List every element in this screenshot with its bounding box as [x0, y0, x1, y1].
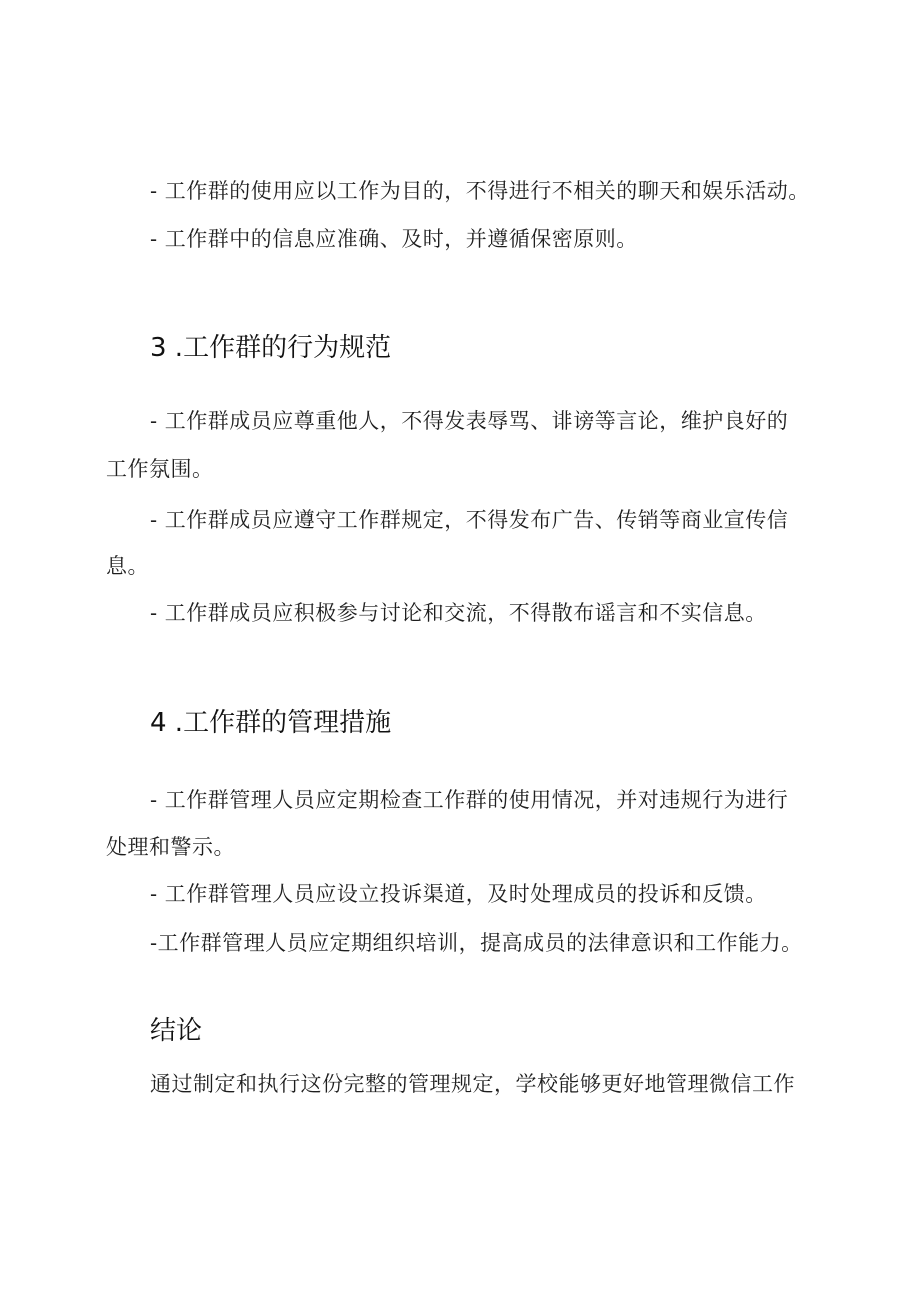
rule-item: - 工作群成员应积极参与讨论和交流，不得散布谣言和不实信息。 — [150, 601, 767, 625]
rule-item: - 工作群管理人员应定期检查工作群的使用情况，并对违规行为进行 — [150, 788, 789, 812]
rule-item: - 工作群的使用应以工作为目的，不得进行不相关的聊天和娱乐活动。 — [150, 179, 810, 203]
rule-item: - 工作群中的信息应准确、及时，并遵循保密原则。 — [150, 227, 638, 251]
rule-item: - 工作群管理人员应设立投诉渠道，及时处理成员的投诉和反馈。 — [150, 882, 767, 906]
rule-item: - 工作群成员应尊重他人，不得发表辱骂、诽谤等言论，维护良好的 — [150, 409, 789, 433]
rule-item-continuation: 处理和警示。 — [106, 835, 235, 859]
section-heading: 3 .工作群的行为规范 — [150, 333, 392, 363]
conclusion-text: 通过制定和执行这份完整的管理规定，学校能够更好地管理微信工作 — [150, 1072, 795, 1096]
section-heading: 4 .工作群的管理措施 — [150, 708, 392, 738]
conclusion-heading: 结论 — [150, 1016, 203, 1046]
rule-item: -工作群管理人员应定期组织培训，提高成员的法律意识和工作能力。 — [150, 931, 803, 955]
rule-item-continuation: 工作氛围。 — [106, 457, 214, 481]
rule-item: - 工作群成员应遵守工作群规定，不得发布广告、传销等商业宣传信 — [150, 508, 789, 532]
rule-item-continuation: 息。 — [106, 554, 149, 578]
